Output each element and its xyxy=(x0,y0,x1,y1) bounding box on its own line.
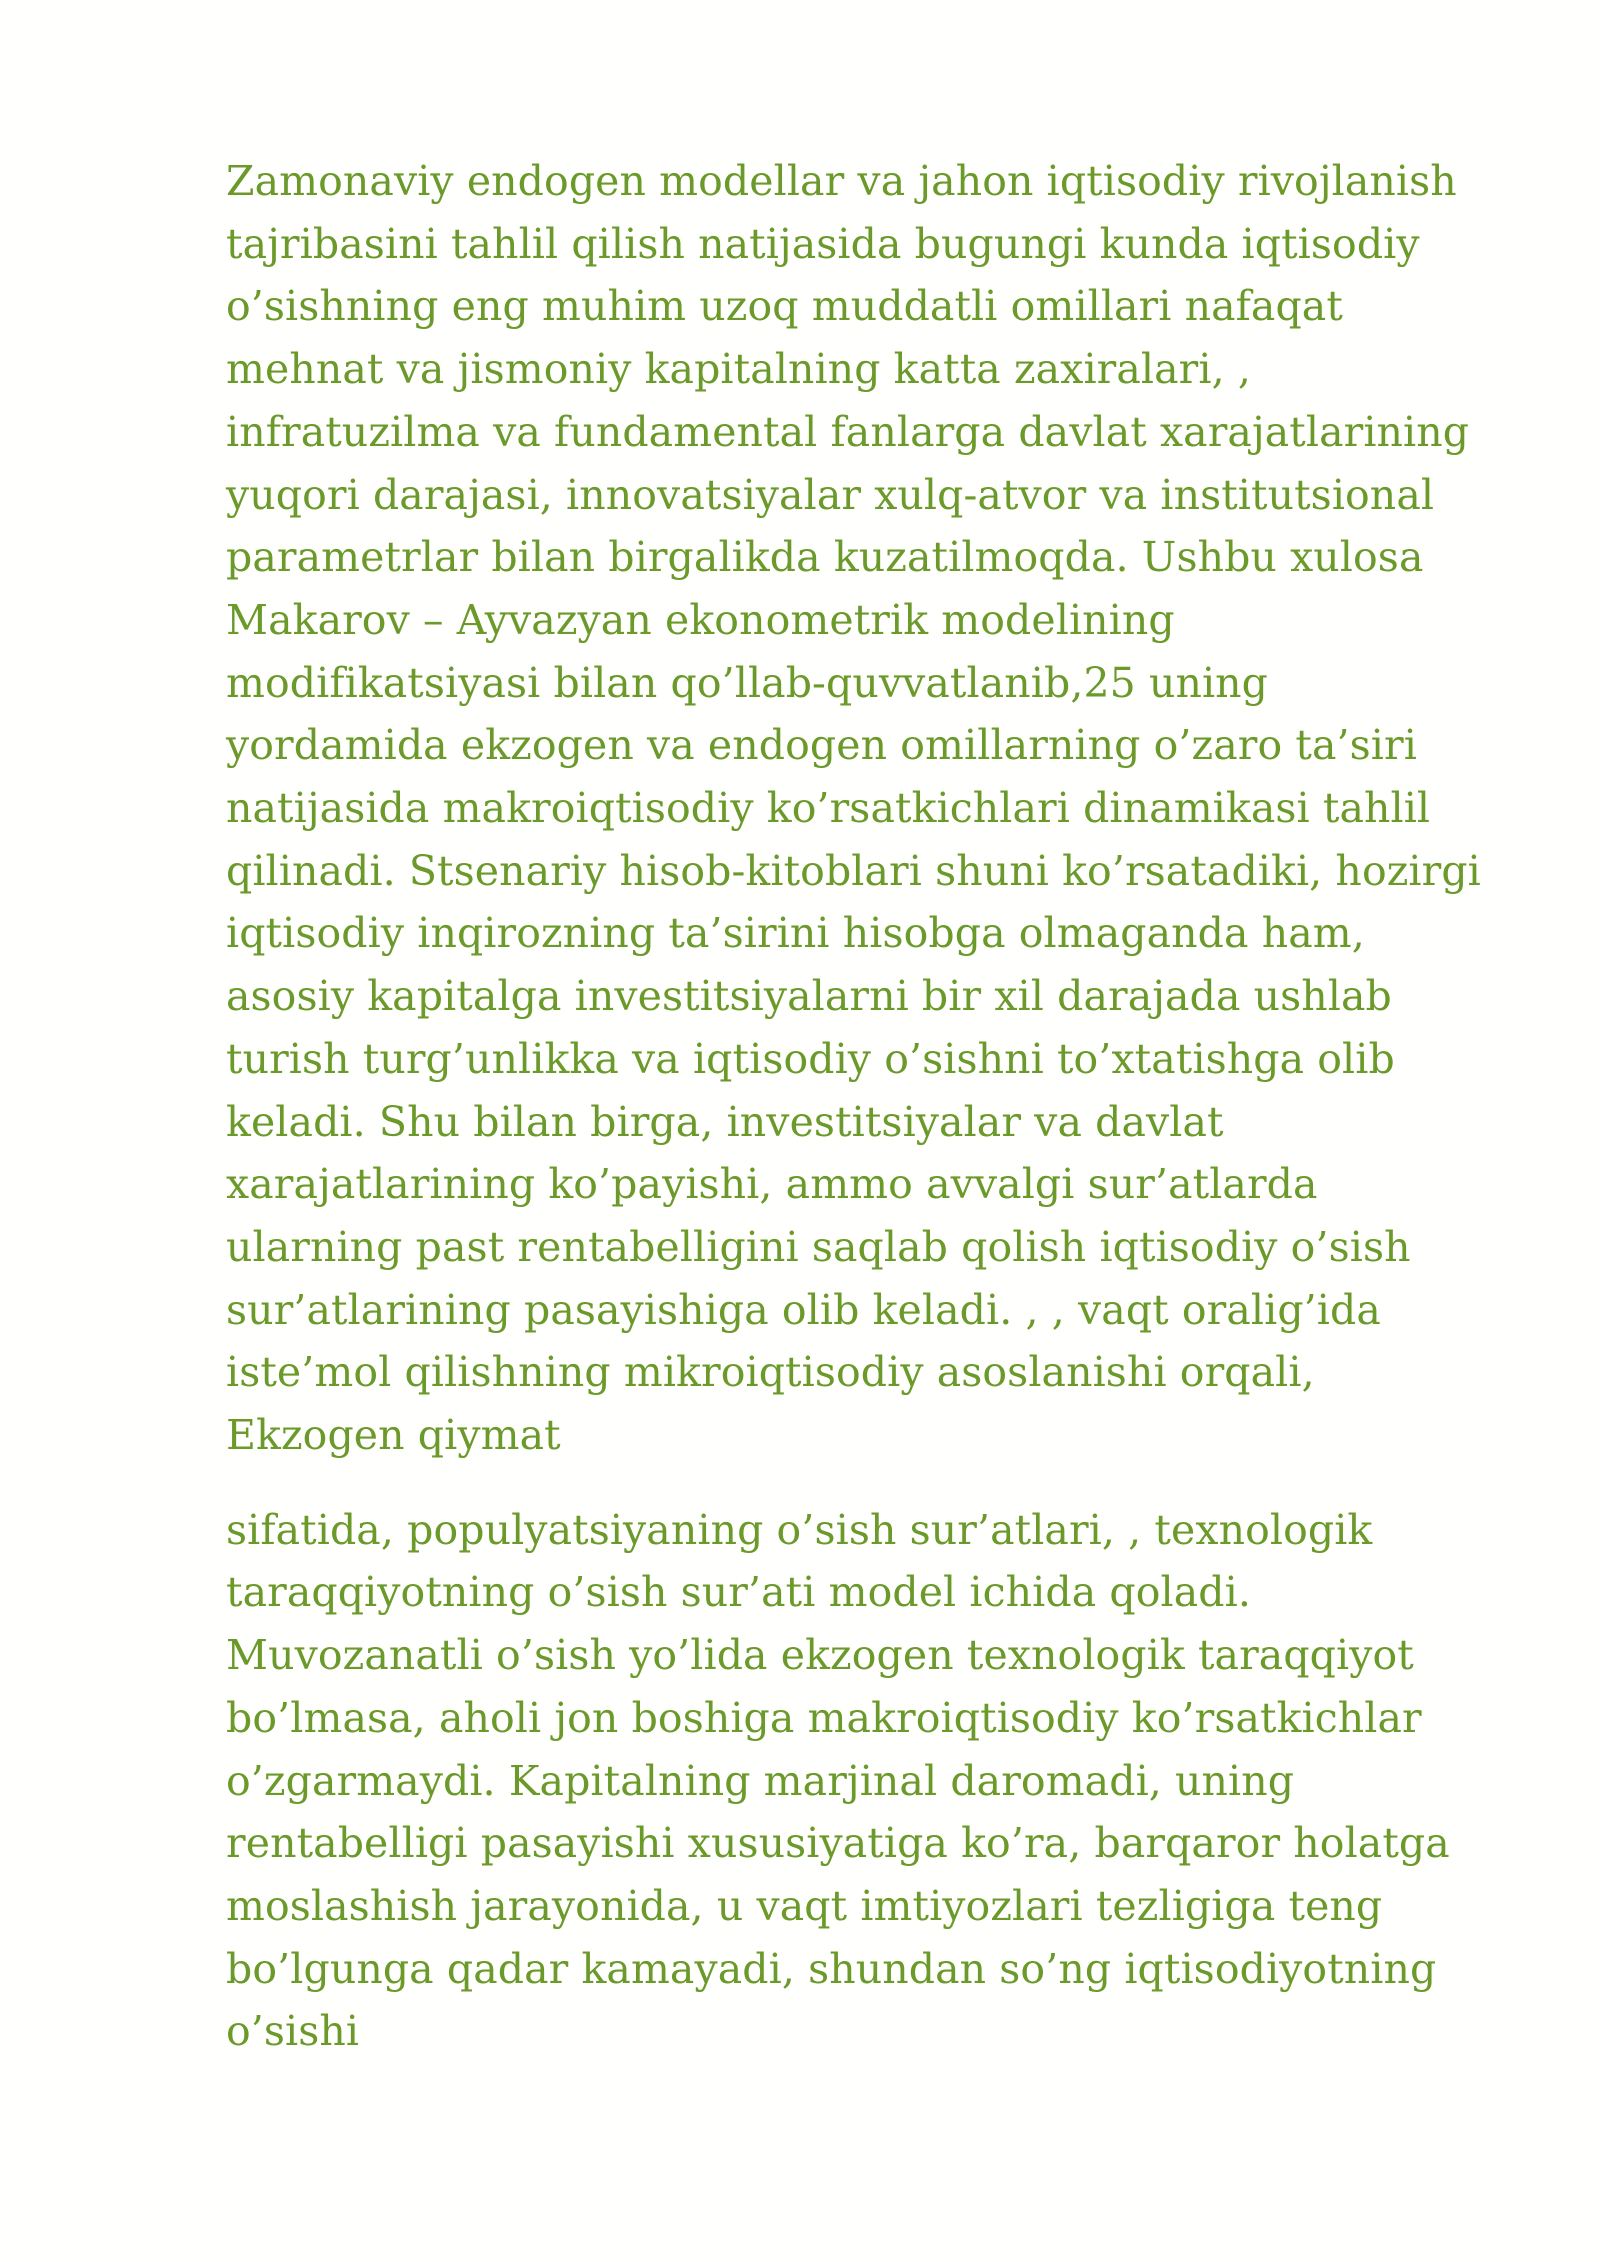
text-line: rentabelligi pasayishi xususiyatiga ko’ra, barqaror holatga xyxy=(226,1819,1450,1868)
text-line: turish turg’unlikka va iqtisodiy o’sishni to’xtatishga olib xyxy=(226,1034,1395,1083)
text-line: bo’lmasa, aholi jon boshiga makroiqtisodiy ko’rsatkichlar xyxy=(226,1693,1422,1742)
text-line: ularning past rentabelligini saqlab qolish iqtisodiy o’sish xyxy=(226,1222,1411,1271)
text-line: bo’lgunga qadar kamayadi, shundan so’ng iqtisodiyotning xyxy=(226,1944,1437,1993)
text-line: parametrlar bilan birgalikda kuzatilmoqda. Ushbu xulosa xyxy=(226,533,1424,582)
text-line: iqtisodiy inqirozning ta’sirini hisobga olmaganda ham, xyxy=(226,909,1365,958)
text-line: Makarov – Ayvazyan ekonometrik modelining xyxy=(226,595,1175,644)
text-column xyxy=(226,150,1516,2063)
text-line: iste’mol qilishning mikroiqtisodiy asoslanishi orqali, xyxy=(226,1348,1315,1397)
text-line: yordamida ekzogen va endogen omillarning o’zaro ta’siri xyxy=(226,721,1417,770)
text-line: Ekzogen qiymat xyxy=(226,1411,561,1460)
text-line: infratuzilma va fundamental fanlarga davlat xarajatlarining xyxy=(226,407,1470,456)
text-line: o’sishning eng muhim uzoq muddatli omillari nafaqat xyxy=(226,282,1343,331)
text-line: sur’atlarining pasayishiga olib keladi. , , vaqt oralig’ida xyxy=(226,1285,1381,1334)
text-line: taraqqiyotning o’sish sur’ati model ichida qoladi. xyxy=(226,1568,1251,1617)
text-line: qilinadi. Stsenariy hisob-kitoblari shuni ko’rsatadiki, hozirgi xyxy=(226,846,1481,895)
text-line: xarajatlarining ko’payishi, ammo avvalgi sur’atlarda xyxy=(226,1160,1318,1209)
text-line: sifatida, populyatsiyaning o’sish sur’atlari, , texnologik xyxy=(226,1505,1373,1554)
text-line: modifikatsiyasi bilan qo’llab-quvvatlanib,25 uning xyxy=(226,658,1269,707)
body-paragraph-2 xyxy=(226,1499,1516,2063)
text-line: o’sishi xyxy=(226,2007,360,2056)
body-paragraph-1 xyxy=(226,150,1516,1467)
text-line: mehnat va jismoniy kapitalning katta zaxiralari, , xyxy=(226,345,1251,394)
text-line: natijasida makroiqtisodiy ko’rsatkichlari dinamikasi tahlil xyxy=(226,784,1431,833)
text-line: moslashish jarayonida, u vaqt imtiyozlari tezligiga teng xyxy=(226,1881,1383,1930)
text-line: keladi. Shu bilan birga, investitsiyalar va davlat xyxy=(226,1097,1224,1146)
text-line: asosiy kapitalga investitsiyalarni bir xil darajada ushlab xyxy=(226,972,1392,1021)
text-line: tajribasini tahlil qilish natijasida bugungi kunda iqtisodiy xyxy=(226,219,1420,268)
text-line: yuqori darajasi, innovatsiyalar xulq-atvor va institutsional xyxy=(226,470,1435,519)
text-line: Zamonaviy endogen modellar va jahon iqtisodiy rivojlanish xyxy=(226,157,1457,205)
text-line: o’zgarmaydi. Kapitalning marjinal daromadi, uning xyxy=(226,1756,1295,1805)
text-line: Muvozanatli o’sish yo’lida ekzogen texnologik taraqqiyot xyxy=(226,1631,1414,1680)
